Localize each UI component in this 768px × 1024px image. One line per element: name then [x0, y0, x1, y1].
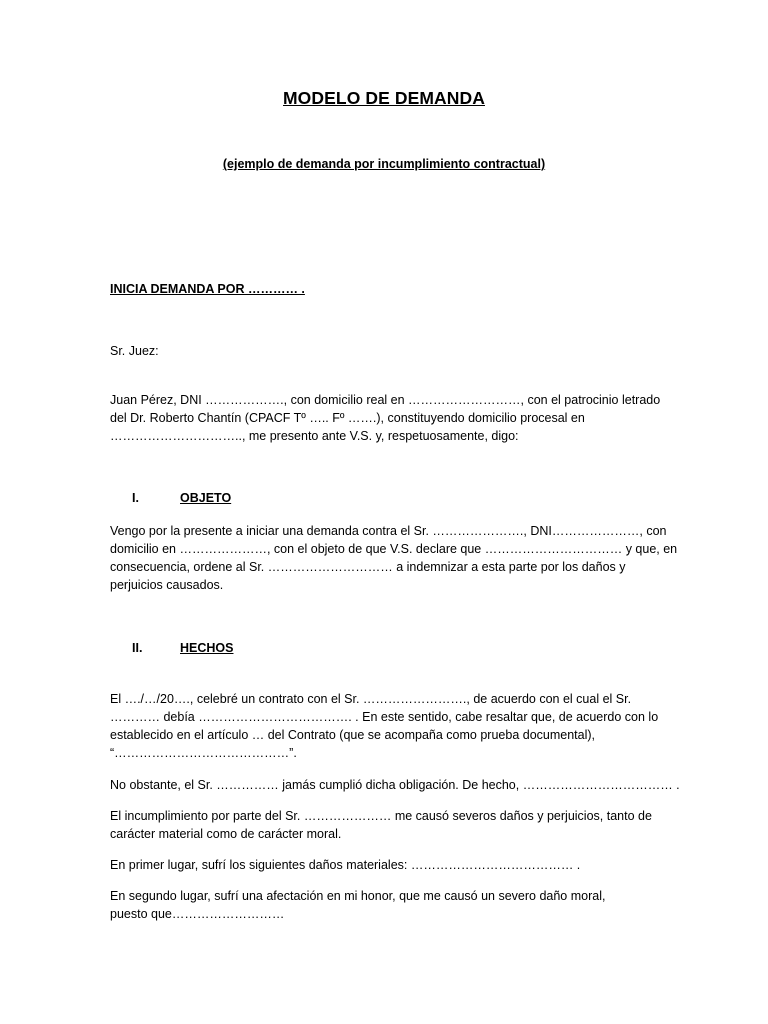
intro-line: ………………………….., me presento ante V.S. y, respetuosamente, digo: — [110, 429, 519, 443]
paragraph-line: carácter material como de carácter moral. — [110, 827, 342, 841]
section-number-hechos: II. — [132, 641, 143, 655]
hechos-paragraph-5 — [110, 887, 658, 923]
section-heading-objeto: OBJETO — [180, 491, 232, 505]
hechos-paragraph-4 — [110, 856, 658, 874]
paragraph-line: En segundo lugar, sufrí una afectación en mi honor, que me causó un severo daño moral, — [110, 889, 606, 903]
paragraph-line: Vengo por la presente a iniciar una demanda contra el Sr. …………………., DNI…………………, con — [110, 524, 667, 538]
hechos-paragraph-1 — [110, 690, 658, 762]
document-subtitle: (ejemplo de demanda por incumplimiento contractual) — [222, 157, 546, 171]
document-title: MODELO DE DEMANDA — [283, 88, 485, 108]
section-number-objeto: I. — [132, 491, 139, 505]
paragraph-line: puesto que……………………… — [110, 907, 285, 921]
intro-line: Juan Pérez, DNI ………………., con domicilio real en ………………………, con el patrocinio letrado — [110, 393, 661, 407]
demand-heading: INICIA DEMANDA POR ………… . — [110, 282, 305, 296]
paragraph-line: En primer lugar, sufrí los siguientes daños materiales: ………………………………… . — [110, 858, 581, 872]
paragraph-line: domicilio en …………………, con el objeto de que V.S. declare que …………………………… y que, en — [110, 542, 678, 556]
paragraph-line: No obstante, el Sr. …………… jamás cumplió dicha obligación. De hecho, ……………………………… . — [110, 778, 680, 792]
hechos-paragraph-3 — [110, 807, 658, 843]
paragraph-line: establecido en el artículo … del Contrato (que se acompaña como prueba documental), — [110, 728, 596, 742]
section-heading-hechos: HECHOS — [180, 641, 234, 655]
objeto-paragraph — [110, 522, 678, 594]
intro-line: del Dr. Roberto Chantín (CPACF Tº ….. Fº …….), constituyendo domicilio procesal en — [110, 411, 585, 425]
paragraph-line: ………… debía ………………………………. . En este sentido, cabe resaltar que, de acuerdo con lo — [110, 710, 659, 724]
hechos-paragraph-2 — [110, 776, 680, 794]
salutation: Sr. Juez: — [110, 344, 159, 358]
intro-paragraph — [110, 391, 661, 445]
paragraph-line: consecuencia, ordene al Sr. ………………………… a indemnizar a esta parte por los daños y — [110, 560, 626, 574]
paragraph-line: El incumplimiento por parte del Sr. ………………… me causó severos daños y perjuicios, tanto de — [110, 809, 652, 823]
paragraph-line: El …./…/20…., celebré un contrato con el Sr. ……………………., de acuerdo con el cual el Sr. — [110, 692, 632, 706]
paragraph-line: “……………………………………”. — [110, 746, 297, 760]
paragraph-line: perjuicios causados. — [110, 578, 224, 592]
